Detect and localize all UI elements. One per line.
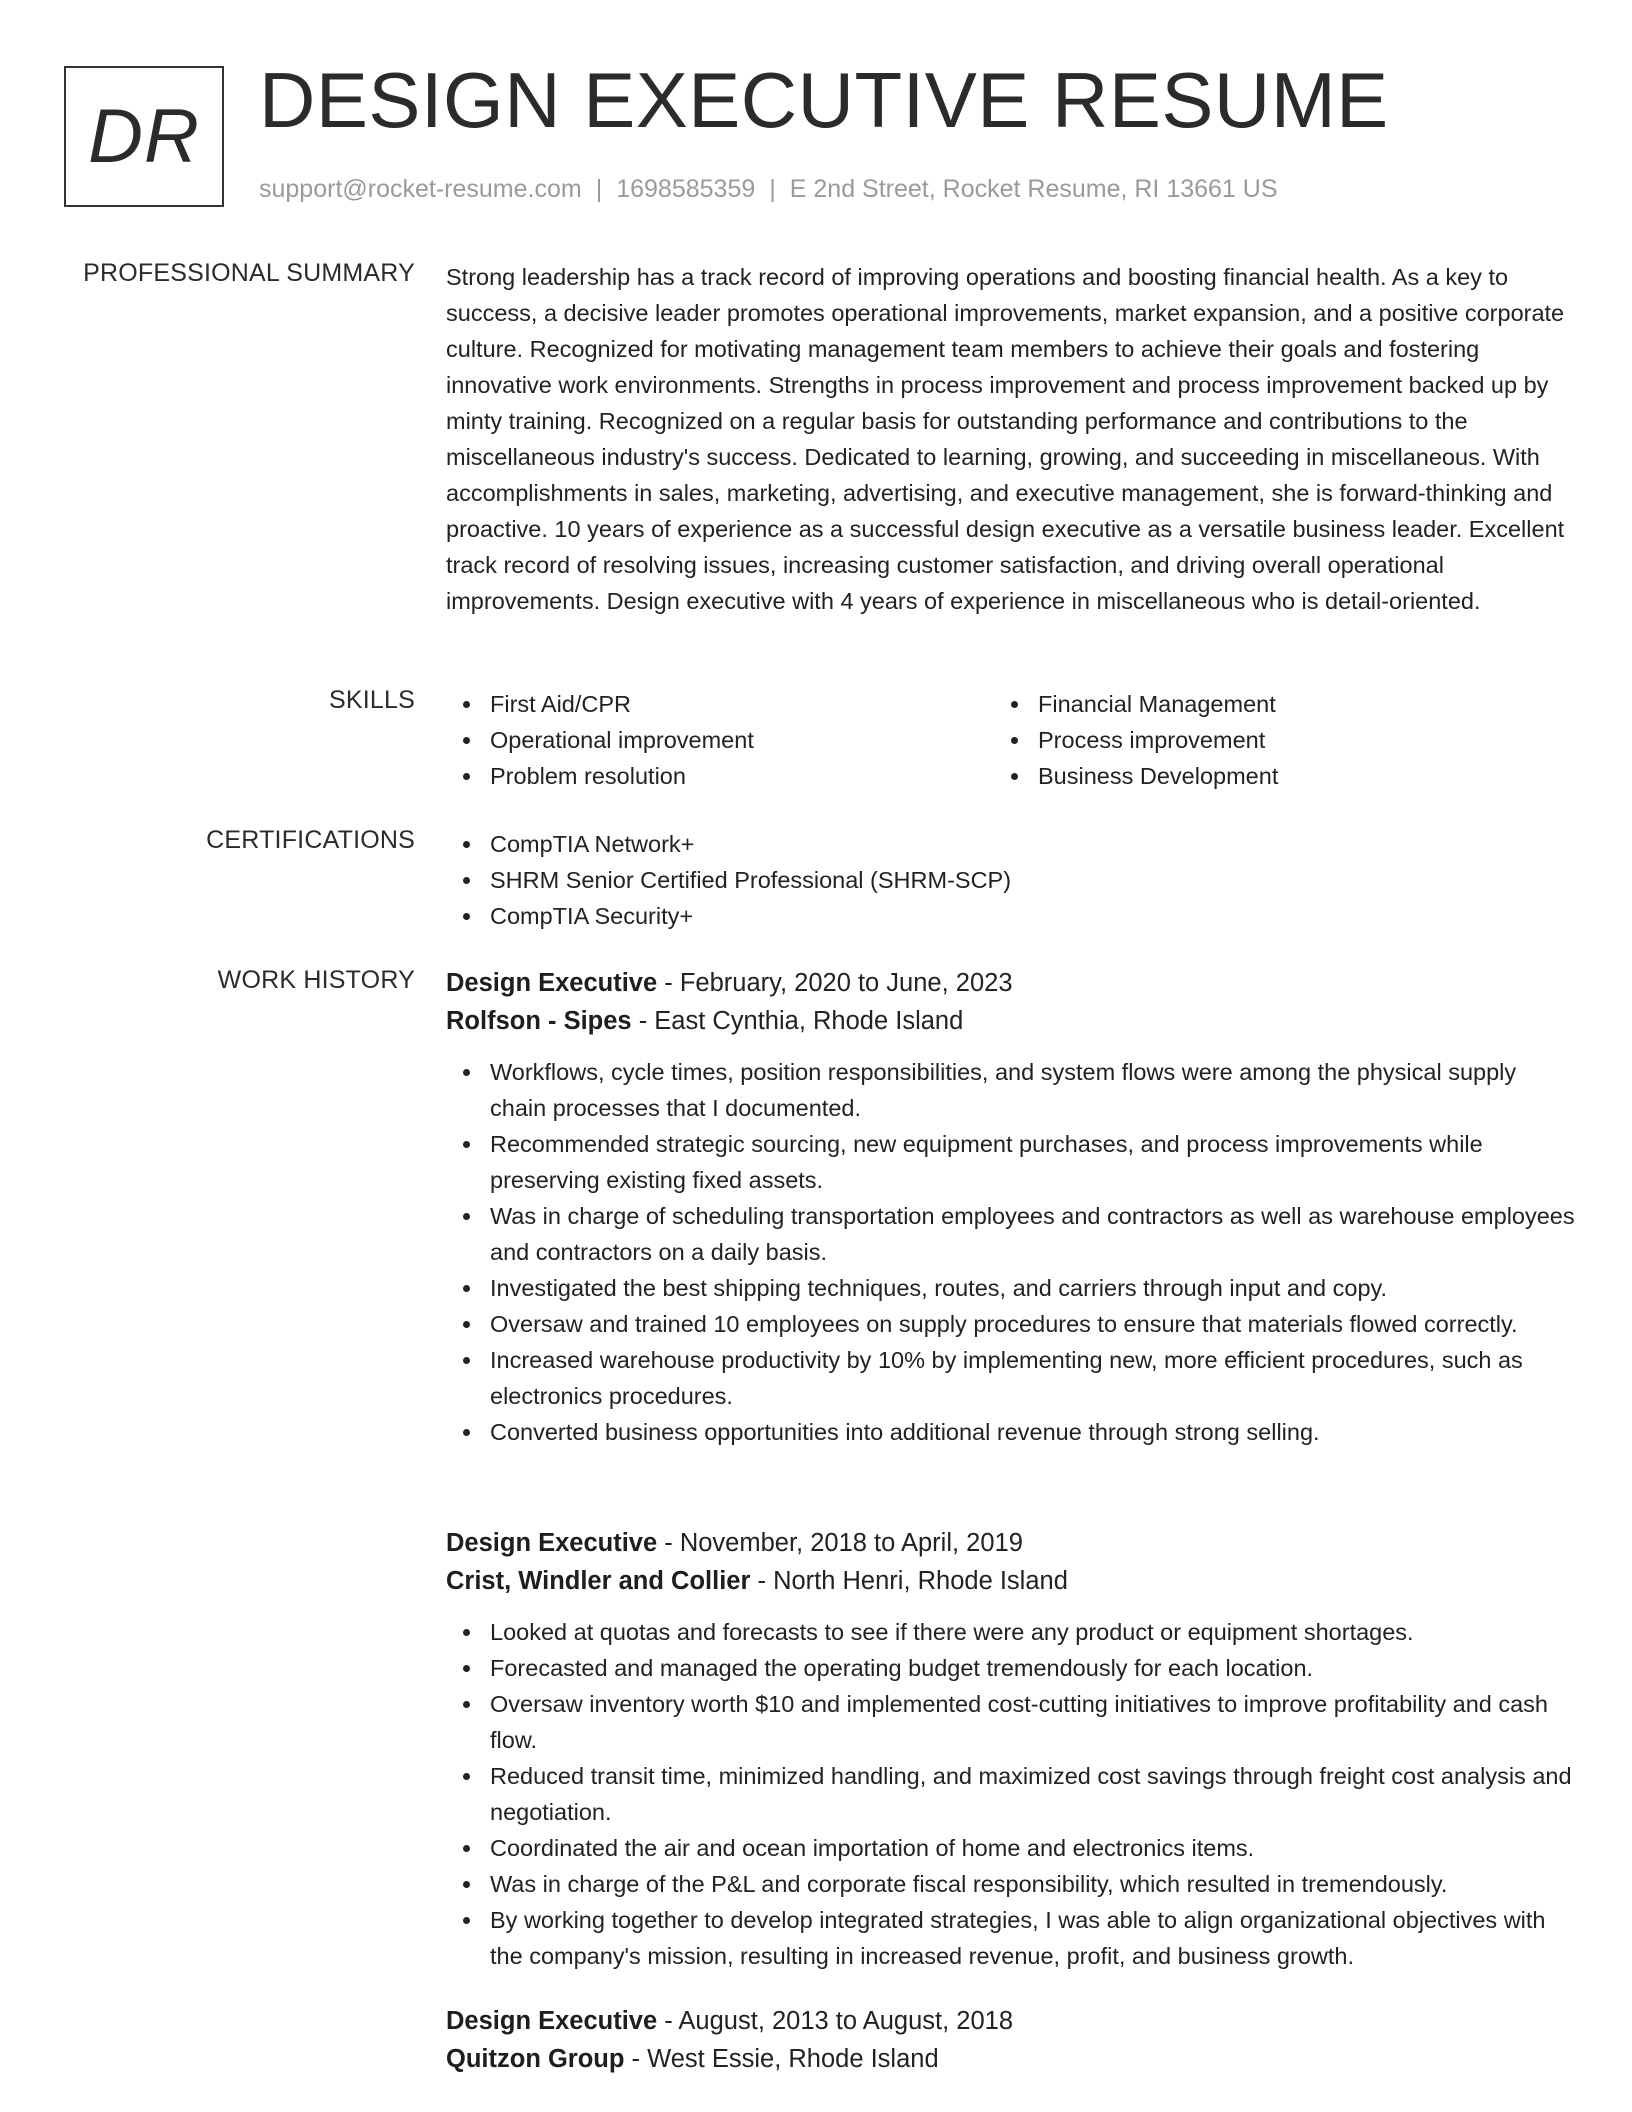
- job-company: Rolfson - Sipes: [446, 1007, 632, 1035]
- resume-title: DESIGN EXECUTIVE RESUME: [259, 56, 1389, 144]
- job-bullet: Was in charge of scheduling transportation employees and contractors as well as warehouse employees and contractors on a daily basis.: [446, 1198, 1576, 1270]
- summary-text: Strong leadership has a track record of improving operations and boosting financial health. As a key to success, a decisive leader promotes operational improvements, market expansion, and a positive corporate culture. Recognized for motivating management team members to achieve their goals and fostering innovative work environments. Strengths in process improvement and process improvement backed up by minty training. Recognized on a regular basis for outstanding performance and contributions to the miscellaneous industry's success. Dedicated to learning, growing, and succeeding in miscellaneous. With accomplishments in sales, marketing, advertising, and executive management, she is forward-thinking and proactive. 10 years of experience as a successful design executive as a versatile business leader. Excellent track record of resolving issues, increasing customer satisfaction, and driving overall operational improvements. Design executive with 4 years of experience in miscellaneous who is detail-oriented.: [446, 264, 1565, 614]
- skill-item: Operational improvement: [446, 722, 994, 758]
- contact-email[interactable]: support@rocket-resume.com: [259, 175, 582, 203]
- certification-item: CompTIA Security+: [446, 898, 1566, 934]
- skills-column-right: [994, 686, 1542, 794]
- job-bullet: Investigated the best shipping techniques, routes, and carriers through input and copy.: [446, 1270, 1576, 1306]
- skill-item: Process improvement: [994, 722, 1542, 758]
- certifications-list: [446, 826, 1566, 934]
- certification-item: CompTIA Network+: [446, 826, 1566, 862]
- job-title: Design Executive: [446, 969, 658, 997]
- contact-separator: |: [769, 175, 776, 203]
- job-bullet: Workflows, cycle times, position responsibilities, and system flows were among the physical supply chain processes that I documented.: [446, 1054, 1576, 1126]
- job-bullet: Converted business opportunities into additional revenue through strong selling.: [446, 1414, 1576, 1450]
- job-bullet: Coordinated the air and ocean importation of home and electronics items.: [446, 1830, 1576, 1866]
- section-label-work-history: WORK HISTORY: [217, 966, 415, 994]
- contact-phone[interactable]: 1698585359: [616, 175, 756, 203]
- skill-item: Business Development: [994, 758, 1542, 794]
- job-title: Design Executive: [446, 1529, 658, 1557]
- skills-column-left: [446, 686, 994, 794]
- job-bullets: [446, 1614, 1576, 1974]
- skill-item: Financial Management: [994, 686, 1542, 722]
- job-location: - West Essie, Rhode Island: [624, 2045, 939, 2073]
- job-company: Crist, Windler and Collier: [446, 1567, 751, 1595]
- contact-line: [259, 175, 1278, 204]
- section-label-skills: SKILLS: [329, 686, 415, 714]
- job-bullet: Was in charge of the P&L and corporate fiscal responsibility, which resulted in tremendously.: [446, 1866, 1576, 1902]
- skill-item: First Aid/CPR: [446, 686, 994, 722]
- job-bullets: [446, 1054, 1576, 1450]
- contact-address: E 2nd Street, Rocket Resume, RI 13661 US: [789, 175, 1278, 203]
- job-bullet: Oversaw and trained 10 employees on supply procedures to ensure that materials flowed correctly.: [446, 1306, 1576, 1342]
- job-bullet: Forecasted and managed the operating budget tremendously for each location.: [446, 1650, 1576, 1686]
- section-label-certifications: CERTIFICATIONS: [206, 826, 415, 854]
- job-bullet: By working together to develop integrated strategies, I was able to align organizational objectives with the company's mission, resulting in increased revenue, profit, and business growth.: [446, 1902, 1576, 1974]
- job-bullet: Looked at quotas and forecasts to see if there were any product or equipment shortages.: [446, 1614, 1576, 1650]
- skills-list: [446, 686, 1566, 794]
- job-location: - North Henri, Rhode Island: [750, 1567, 1068, 1595]
- job-bullet: Recommended strategic sourcing, new equipment purchases, and process improvements while preserving existing fixed assets.: [446, 1126, 1576, 1198]
- section-label-summary: PROFESSIONAL SUMMARY: [83, 259, 415, 287]
- job-location: - East Cynthia, Rhode Island: [631, 1007, 964, 1035]
- job-bullet: Reduced transit time, minimized handling, and maximized cost savings through freight cost analysis and negotiation.: [446, 1758, 1576, 1830]
- contact-separator: |: [595, 175, 603, 203]
- job-entry: [446, 1524, 1576, 1974]
- job-dates: - August, 2013 to August, 2018: [657, 2007, 1014, 2035]
- job-dates: - November, 2018 to April, 2019: [657, 1529, 1023, 1557]
- job-entry: [446, 2002, 1576, 2078]
- certification-item: SHRM Senior Certified Professional (SHRM-SCP): [446, 862, 1566, 898]
- skill-item: Problem resolution: [446, 758, 994, 794]
- monogram-logo: DR: [64, 66, 224, 207]
- job-dates: - February, 2020 to June, 2023: [657, 969, 1013, 997]
- job-bullet: Oversaw inventory worth $10 and implemented cost-cutting initiatives to improve profitability and cash flow.: [446, 1686, 1576, 1758]
- job-bullet: Increased warehouse productivity by 10% by implementing new, more efficient procedures, such as electronics procedures.: [446, 1342, 1576, 1414]
- job-entry: [446, 964, 1576, 1450]
- job-company: Quitzon Group: [446, 2045, 625, 2073]
- job-title: Design Executive: [446, 2007, 658, 2035]
